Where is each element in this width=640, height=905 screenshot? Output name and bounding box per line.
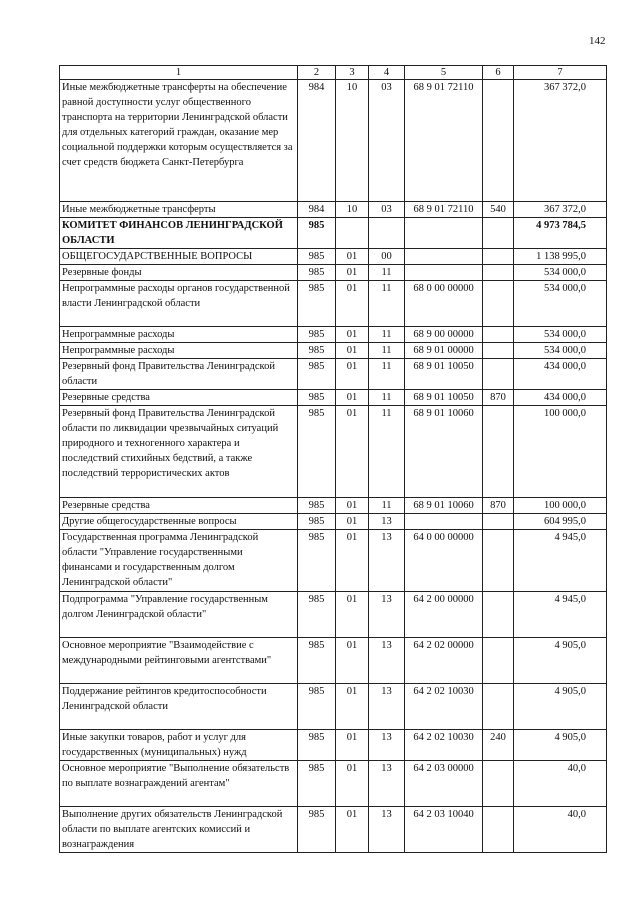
row-subsection-code: 11: [369, 390, 405, 406]
row-ministry-code: 985: [298, 730, 336, 761]
row-ministry-code: 985: [298, 592, 336, 638]
row-target-code: 64 2 02 00000: [405, 638, 483, 684]
row-name: Непрограммные расходы: [60, 343, 298, 359]
row-amount: 434 000,0: [514, 359, 607, 390]
row-target-code: 68 9 01 00000: [405, 343, 483, 359]
row-subsection-code: 13: [369, 761, 405, 807]
row-target-code: 64 2 00 00000: [405, 592, 483, 638]
row-target-code: 64 2 03 10040: [405, 807, 483, 853]
row-amount: 1 138 995,0: [514, 249, 607, 265]
row-amount: 4 945,0: [514, 530, 607, 592]
row-section-code: 10: [336, 202, 369, 218]
table-row: [60, 638, 607, 684]
row-target-code: 64 2 02 10030: [405, 730, 483, 761]
row-expense-type: [483, 343, 514, 359]
row-amount: 434 000,0: [514, 390, 607, 406]
row-target-code: [405, 218, 483, 249]
table-row: [60, 265, 607, 281]
row-ministry-code: 985: [298, 249, 336, 265]
row-section-code: 01: [336, 265, 369, 281]
row-expense-type: [483, 684, 514, 730]
row-subsection-code: 00: [369, 249, 405, 265]
row-ministry-code: 985: [298, 343, 336, 359]
row-expense-type: [483, 80, 514, 202]
row-amount: 100 000,0: [514, 498, 607, 514]
row-target-code: 68 9 01 10050: [405, 390, 483, 406]
table-row: [60, 406, 607, 498]
row-subsection-code: 11: [369, 327, 405, 343]
table-row: [60, 592, 607, 638]
row-section-code: 01: [336, 684, 369, 730]
row-name: Подпрограмма "Управление государственным долгом Ленинградской области": [60, 592, 298, 638]
column-header: 2: [298, 66, 336, 80]
row-ministry-code: 984: [298, 80, 336, 202]
row-section-code: 10: [336, 80, 369, 202]
table-row: [60, 530, 607, 592]
row-name: Другие общегосударственные вопросы: [60, 514, 298, 530]
row-ministry-code: 984: [298, 202, 336, 218]
row-subsection-code: 13: [369, 530, 405, 592]
table-row: [60, 684, 607, 730]
column-header: 1: [60, 66, 298, 80]
row-name: Непрограммные расходы органов государственной власти Ленинградской области: [60, 281, 298, 327]
row-subsection-code: 03: [369, 80, 405, 202]
column-header: 4: [369, 66, 405, 80]
table-row: [60, 218, 607, 249]
table-row: [60, 498, 607, 514]
row-amount: 534 000,0: [514, 281, 607, 327]
row-target-code: 68 9 00 00000: [405, 327, 483, 343]
row-expense-type: 240: [483, 730, 514, 761]
row-ministry-code: 985: [298, 218, 336, 249]
row-target-code: 68 9 01 72110: [405, 80, 483, 202]
row-expense-type: [483, 761, 514, 807]
row-subsection-code: 11: [369, 281, 405, 327]
row-ministry-code: 985: [298, 807, 336, 853]
table-row: [60, 327, 607, 343]
row-target-code: [405, 249, 483, 265]
row-section-code: 01: [336, 249, 369, 265]
table-row: [60, 730, 607, 761]
row-ministry-code: 985: [298, 498, 336, 514]
table-row: [60, 202, 607, 218]
row-expense-type: [483, 406, 514, 498]
row-section-code: 01: [336, 390, 369, 406]
row-target-code: 64 2 02 10030: [405, 684, 483, 730]
row-ministry-code: 985: [298, 684, 336, 730]
row-section-code: 01: [336, 343, 369, 359]
row-amount: 40,0: [514, 807, 607, 853]
row-expense-type: 870: [483, 498, 514, 514]
row-name: Резервные фонды: [60, 265, 298, 281]
row-ministry-code: 985: [298, 530, 336, 592]
row-name: Резервный фонд Правительства Ленинградской области: [60, 359, 298, 390]
row-expense-type: [483, 514, 514, 530]
row-ministry-code: 985: [298, 514, 336, 530]
row-expense-type: [483, 249, 514, 265]
row-target-code: 68 9 01 10060: [405, 498, 483, 514]
row-section-code: 01: [336, 514, 369, 530]
row-name: Основное мероприятие "Взаимодействие с международными рейтинговыми агентствами": [60, 638, 298, 684]
row-name: Иные межбюджетные трансферты на обеспечение равной доступности услуг общественного транспорта на территории Ленинградской области для отдельных категорий граждан, оказание мер социальной поддержки которым осуществляется за счет средств бюджета Санкт-Петербурга: [60, 80, 298, 202]
row-amount: 534 000,0: [514, 265, 607, 281]
table-row: [60, 514, 607, 530]
row-expense-type: [483, 638, 514, 684]
table-row: [60, 390, 607, 406]
row-ministry-code: 985: [298, 761, 336, 807]
row-expense-type: [483, 807, 514, 853]
table-row: [60, 80, 607, 202]
row-section-code: 01: [336, 281, 369, 327]
table-row: [60, 359, 607, 390]
row-ministry-code: 985: [298, 327, 336, 343]
row-expense-type: [483, 592, 514, 638]
table-row: [60, 807, 607, 853]
row-amount: 4 905,0: [514, 730, 607, 761]
row-name: Поддержание рейтингов кредитоспособности Ленинградской области: [60, 684, 298, 730]
row-name: Иные закупки товаров, работ и услуг для государственных (муниципальных) нужд: [60, 730, 298, 761]
row-expense-type: [483, 530, 514, 592]
row-section-code: 01: [336, 327, 369, 343]
row-name: Выполнение других обязательств Ленинградской области по выплате агентских комиссий и вознаграждения: [60, 807, 298, 853]
row-subsection-code: 11: [369, 359, 405, 390]
row-amount: 367 372,0: [514, 202, 607, 218]
row-subsection-code: 11: [369, 498, 405, 514]
row-amount: 604 995,0: [514, 514, 607, 530]
row-expense-type: [483, 218, 514, 249]
row-subsection-code: 13: [369, 514, 405, 530]
row-name: Резервные средства: [60, 498, 298, 514]
table-header-row: [60, 66, 607, 80]
row-expense-type: [483, 265, 514, 281]
row-ministry-code: 985: [298, 265, 336, 281]
row-name: Резервные средства: [60, 390, 298, 406]
row-expense-type: [483, 281, 514, 327]
row-target-code: 68 9 01 72110: [405, 202, 483, 218]
row-amount: 534 000,0: [514, 343, 607, 359]
row-section-code: 01: [336, 761, 369, 807]
row-target-code: 68 0 00 00000: [405, 281, 483, 327]
row-section-code: 01: [336, 638, 369, 684]
row-amount: 40,0: [514, 761, 607, 807]
column-header: 5: [405, 66, 483, 80]
table-row: [60, 761, 607, 807]
row-subsection-code: 13: [369, 592, 405, 638]
row-ministry-code: 985: [298, 406, 336, 498]
row-amount: 4 905,0: [514, 684, 607, 730]
row-expense-type: 540: [483, 202, 514, 218]
table-row: [60, 343, 607, 359]
row-section-code: 01: [336, 807, 369, 853]
row-amount: 4 905,0: [514, 638, 607, 684]
row-section-code: 01: [336, 592, 369, 638]
row-subsection-code: 11: [369, 343, 405, 359]
row-section-code: [336, 218, 369, 249]
row-name: ОБЩЕГОСУДАРСТВЕННЫЕ ВОПРОСЫ: [60, 249, 298, 265]
row-section-code: 01: [336, 498, 369, 514]
page-number: 142: [589, 35, 606, 47]
row-section-code: 01: [336, 530, 369, 592]
table-row: [60, 249, 607, 265]
row-expense-type: 870: [483, 390, 514, 406]
row-amount: 100 000,0: [514, 406, 607, 498]
row-amount: 4 973 784,5: [514, 218, 607, 249]
row-target-code: 68 9 01 10060: [405, 406, 483, 498]
row-name: Иные межбюджетные трансферты: [60, 202, 298, 218]
column-header: 6: [483, 66, 514, 80]
column-header: 7: [514, 66, 607, 80]
row-subsection-code: [369, 218, 405, 249]
row-target-code: 64 0 00 00000: [405, 530, 483, 592]
table-row: [60, 281, 607, 327]
row-subsection-code: 11: [369, 265, 405, 281]
row-name: Основное мероприятие "Выполнение обязательств по выплате вознаграждений агентам": [60, 761, 298, 807]
row-section-code: 01: [336, 406, 369, 498]
row-name: КОМИТЕТ ФИНАНСОВ ЛЕНИНГРАДСКОЙ ОБЛАСТИ: [60, 218, 298, 249]
row-ministry-code: 985: [298, 638, 336, 684]
row-section-code: 01: [336, 730, 369, 761]
row-ministry-code: 985: [298, 359, 336, 390]
row-section-code: 01: [336, 359, 369, 390]
row-subsection-code: 13: [369, 730, 405, 761]
row-amount: 534 000,0: [514, 327, 607, 343]
row-amount: 367 372,0: [514, 80, 607, 202]
row-ministry-code: 985: [298, 281, 336, 327]
row-subsection-code: 13: [369, 807, 405, 853]
row-subsection-code: 13: [369, 638, 405, 684]
row-target-code: 68 9 01 10050: [405, 359, 483, 390]
row-amount: 4 945,0: [514, 592, 607, 638]
row-target-code: [405, 514, 483, 530]
row-target-code: 64 2 03 00000: [405, 761, 483, 807]
row-name: Государственная программа Ленинградской области "Управление государственными финансами и государственным долгом Ленинградской области": [60, 530, 298, 592]
row-ministry-code: 985: [298, 390, 336, 406]
row-subsection-code: 11: [369, 406, 405, 498]
column-header: 3: [336, 66, 369, 80]
row-expense-type: [483, 327, 514, 343]
row-subsection-code: 13: [369, 684, 405, 730]
row-name: Резервный фонд Правительства Ленинградской области по ликвидации чрезвычайных ситуаций природного и техногенного характера и последствий стихийных бедствий, а также последствий террористических актов: [60, 406, 298, 498]
row-name: Непрограммные расходы: [60, 327, 298, 343]
row-target-code: [405, 265, 483, 281]
row-expense-type: [483, 359, 514, 390]
budget-table: [59, 65, 607, 853]
row-subsection-code: 03: [369, 202, 405, 218]
